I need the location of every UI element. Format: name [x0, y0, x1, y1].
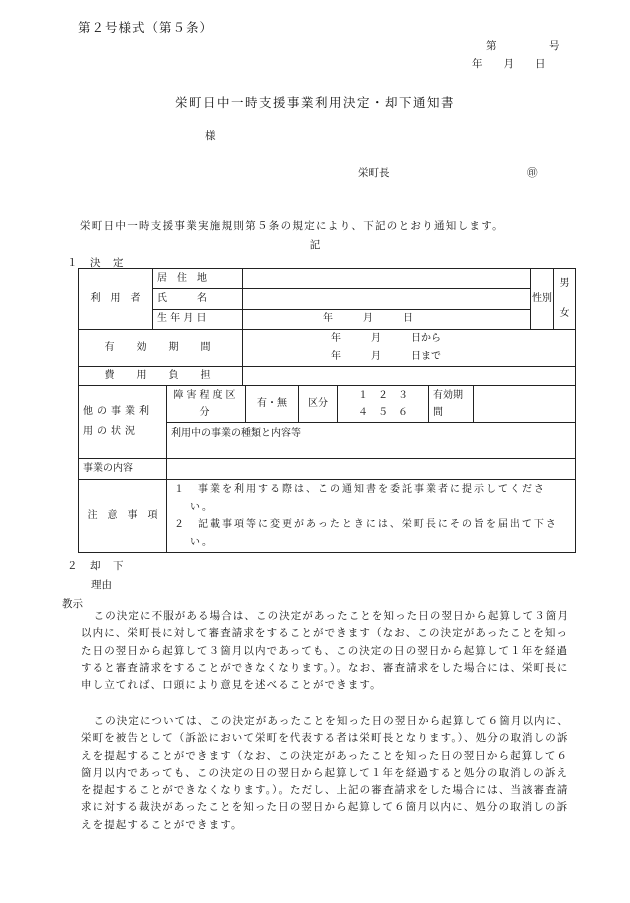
period-from: 年 月 日から [331, 333, 441, 344]
instruction-heading: 教示 [62, 598, 83, 610]
ki-heading: 記 [309, 239, 321, 251]
kubun-values-row2: ４ ５ ６ [358, 407, 408, 418]
content-label: 事業の内容 [79, 459, 167, 480]
valid-period-field[interactable] [474, 386, 576, 422]
note-1: １ 事業を利用する際は、この通知書を委託事業者に提示してください。 [174, 484, 546, 513]
document-date-line: 年 月 日 [472, 58, 546, 70]
address-label: 居 住 地 [153, 269, 243, 289]
sex-female[interactable]: 女 [559, 308, 570, 319]
content-field[interactable] [167, 459, 576, 480]
sender-mayor: 栄町長 [358, 167, 390, 179]
name-label: 氏 名 [153, 289, 243, 309]
cost-label: 費 用 負 担 [79, 367, 243, 386]
instruction-paragraph-1: この決定に不服がある場合は、この決定があったことを知った日の翌日から起算して３箇月以内に、栄町長に対して審査請求をすることができます（なお、この決定があったことを知った日の翌日から起算して３箇月以内であっても、この決定の日の翌日から起算して１年を経過すると審査請求をすることができなくなります。）。なお、審査請求をした場合には、栄町長に申し立てれば、口頭により意見を述べることができます。 [81, 610, 570, 692]
notes-content [167, 480, 576, 553]
name-field[interactable] [243, 289, 531, 309]
kubun-values[interactable] [338, 386, 429, 422]
address-field[interactable] [243, 269, 531, 289]
decision-table [78, 268, 576, 553]
period-label: 有 効 期 間 [79, 330, 243, 367]
user-label: 利 用 者 [79, 269, 153, 330]
kubun-values-row1: １ ２ ３ [358, 390, 408, 401]
valid-period-label: 有効期間 [429, 386, 474, 422]
sex-label: 性別 [531, 269, 554, 330]
intro-text: 栄町日中一時支援事業実施規則第５条の規定により、下記のとおり通知します。 [80, 220, 504, 232]
yes-no-option[interactable]: 有・無 [246, 386, 299, 422]
rejection-reason-label: 理由 [91, 579, 112, 591]
rejection-heading: ２ 却 下 [67, 560, 125, 572]
page-title: 栄町日中一時支援事業利用決定・却下通知書 [174, 95, 455, 110]
disability-label: 障害程度区分 [167, 386, 246, 422]
sex-options[interactable] [554, 269, 576, 330]
document-number-line: 第 号 [486, 40, 560, 52]
disability-row [167, 386, 576, 423]
sex-male[interactable]: 男 [559, 278, 570, 289]
other-usage-label: 他の事業利用の状況 [79, 386, 167, 459]
kubun-label: 区分 [299, 386, 338, 422]
decision-heading: １ 決 定 [67, 257, 125, 269]
form-number: 第２号様式（第５条） [78, 20, 214, 35]
period-to: 年 月 日まで [331, 351, 441, 362]
instruction-paragraph-2: この決定については、この決定があったことを知った日の翌日から起算して６箇月以内に、栄町を被告として（訴訟において栄町を代表する者は栄町長となります。）、処分の取消しの訴えを提起することができます（なお、この決定があったことを知った日の翌日から起算して６箇月以内であっても、この決定の日の翌日から起算して１年を経過すると処分の取消しの訴えを提起することができなくなります。）。ただし、上記の審査請求をした場合には、当該審査請求に対する裁決があったことを知った日の翌日から起算して６箇月以内に、処分の取消しの訴えを提起することができます。 [81, 715, 569, 831]
birth-label: 生 年 月 日 [153, 309, 243, 329]
notes-label: 注 意 事 項 [79, 480, 167, 553]
cost-field[interactable] [243, 367, 576, 386]
usage-field[interactable]: 利用中の事業の種類と内容等 [167, 423, 576, 459]
period-field[interactable] [243, 330, 576, 367]
birth-date-field[interactable]: 年 月 日 [243, 309, 531, 329]
addressee-honorific: 様 [205, 130, 216, 142]
seal-mark: ㊞ [527, 167, 538, 179]
note-2: ２ 記載事項等に変更があったときには、栄町長にその旨を届出て下さい。 [174, 519, 558, 548]
